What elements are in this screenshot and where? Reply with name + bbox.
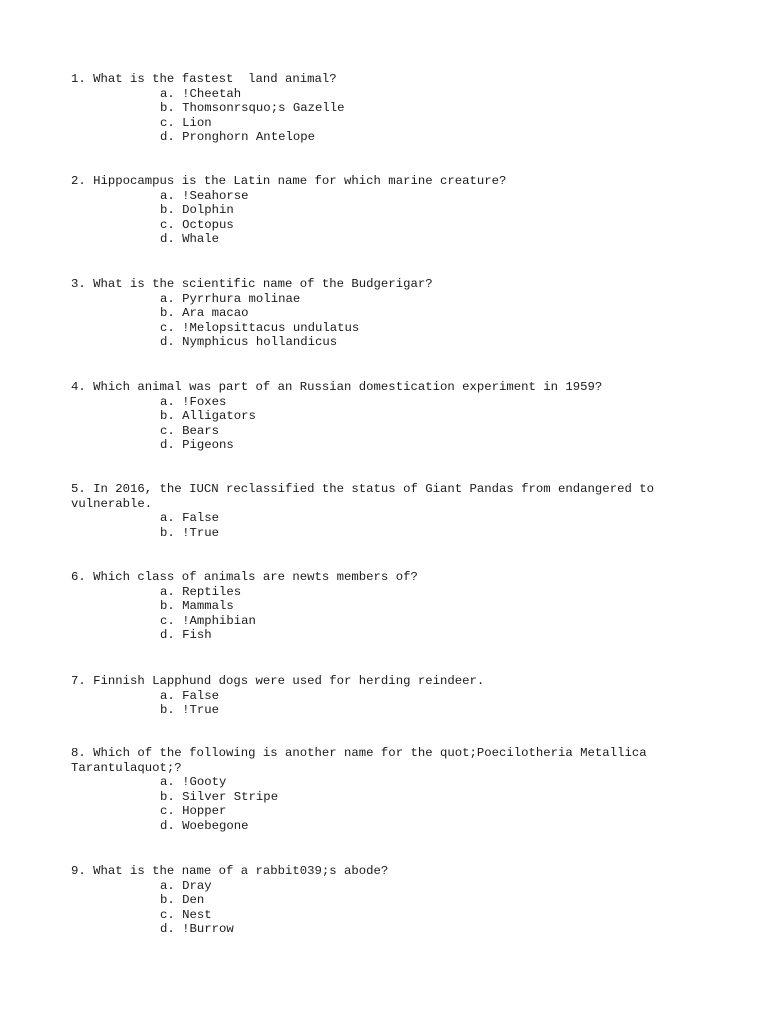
- answer-option: c. Lion: [160, 115, 212, 130]
- question-2: [71, 174, 691, 247]
- answer-option: b. !True: [160, 703, 220, 718]
- answer-option: b. Silver Stripe: [160, 789, 279, 804]
- answer-option: c. Hopper: [160, 804, 227, 819]
- answer-option: c. !Melopsittacus undulatus: [160, 320, 360, 335]
- answer-option: d. Whale: [160, 232, 220, 247]
- answer-option: b. Ara macao: [160, 306, 249, 321]
- answer-option: a. Dray: [160, 878, 212, 893]
- question-text: 7. Finnish Lapphund dogs were used for herding reindeer.: [71, 674, 485, 688]
- question-text: 3. What is the scientific name of the Budgerigar?: [71, 277, 433, 291]
- answer-option: d. Fish: [160, 628, 212, 643]
- answer-option: d. Nymphicus hollandicus: [160, 335, 338, 350]
- question-4: [71, 380, 691, 453]
- question-8: [71, 746, 691, 834]
- question-text: 2. Hippocampus is the Latin name for which marine creature?: [71, 174, 507, 188]
- answer-option: b. Alligators: [160, 409, 256, 424]
- answer-option: a. !Foxes: [160, 394, 227, 409]
- answer-option: b. Mammals: [160, 599, 234, 614]
- answer-option: c. Octopus: [160, 217, 234, 232]
- answer-option: a. False: [160, 511, 220, 526]
- answer-option: d. !Burrow: [160, 922, 234, 937]
- question-6: [71, 570, 691, 643]
- answer-option: b. Dolphin: [160, 203, 234, 218]
- answer-option: d. Pigeons: [160, 438, 234, 453]
- answer-option: a. !Gooty: [160, 775, 227, 790]
- question-9: [71, 864, 691, 937]
- answer-option: d. Pronghorn Antelope: [160, 130, 315, 145]
- answer-option: a. Pyrrhura molinae: [160, 291, 301, 306]
- answer-option: a. !Seahorse: [160, 188, 249, 203]
- question-3: [71, 277, 691, 350]
- question-text: 5. In 2016, the IUCN reclassified the status of Giant Pandas from endangered to vulnerable.: [71, 482, 662, 511]
- answer-option: c. Bears: [160, 423, 220, 438]
- question-7: [71, 674, 691, 718]
- answer-option: b. !True: [160, 525, 220, 540]
- question-text: 9. What is the name of a rabbit039;s abode?: [71, 864, 389, 878]
- question-1: [71, 72, 691, 145]
- question-text: 1. What is the fastest land animal?: [71, 72, 337, 86]
- answer-option: a. !Cheetah: [160, 86, 242, 101]
- question-5: [71, 482, 691, 540]
- answer-option: b. Den: [160, 893, 205, 908]
- answer-option: d. Woebegone: [160, 818, 249, 833]
- answer-option: c. Nest: [160, 907, 212, 922]
- answer-option: b. Thomsonrsquo;s Gazelle: [160, 101, 345, 116]
- question-text: 4. Which animal was part of an Russian domestication experiment in 1959?: [71, 380, 603, 394]
- answer-option: a. False: [160, 688, 220, 703]
- answer-option: a. Reptiles: [160, 584, 242, 599]
- question-text: 6. Which class of animals are newts members of?: [71, 570, 418, 584]
- answer-option: c. !Amphibian: [160, 613, 256, 628]
- question-text: 8. Which of the following is another name for the quot;Poecilotheria Metallica Tarantulaquot;?: [71, 746, 654, 775]
